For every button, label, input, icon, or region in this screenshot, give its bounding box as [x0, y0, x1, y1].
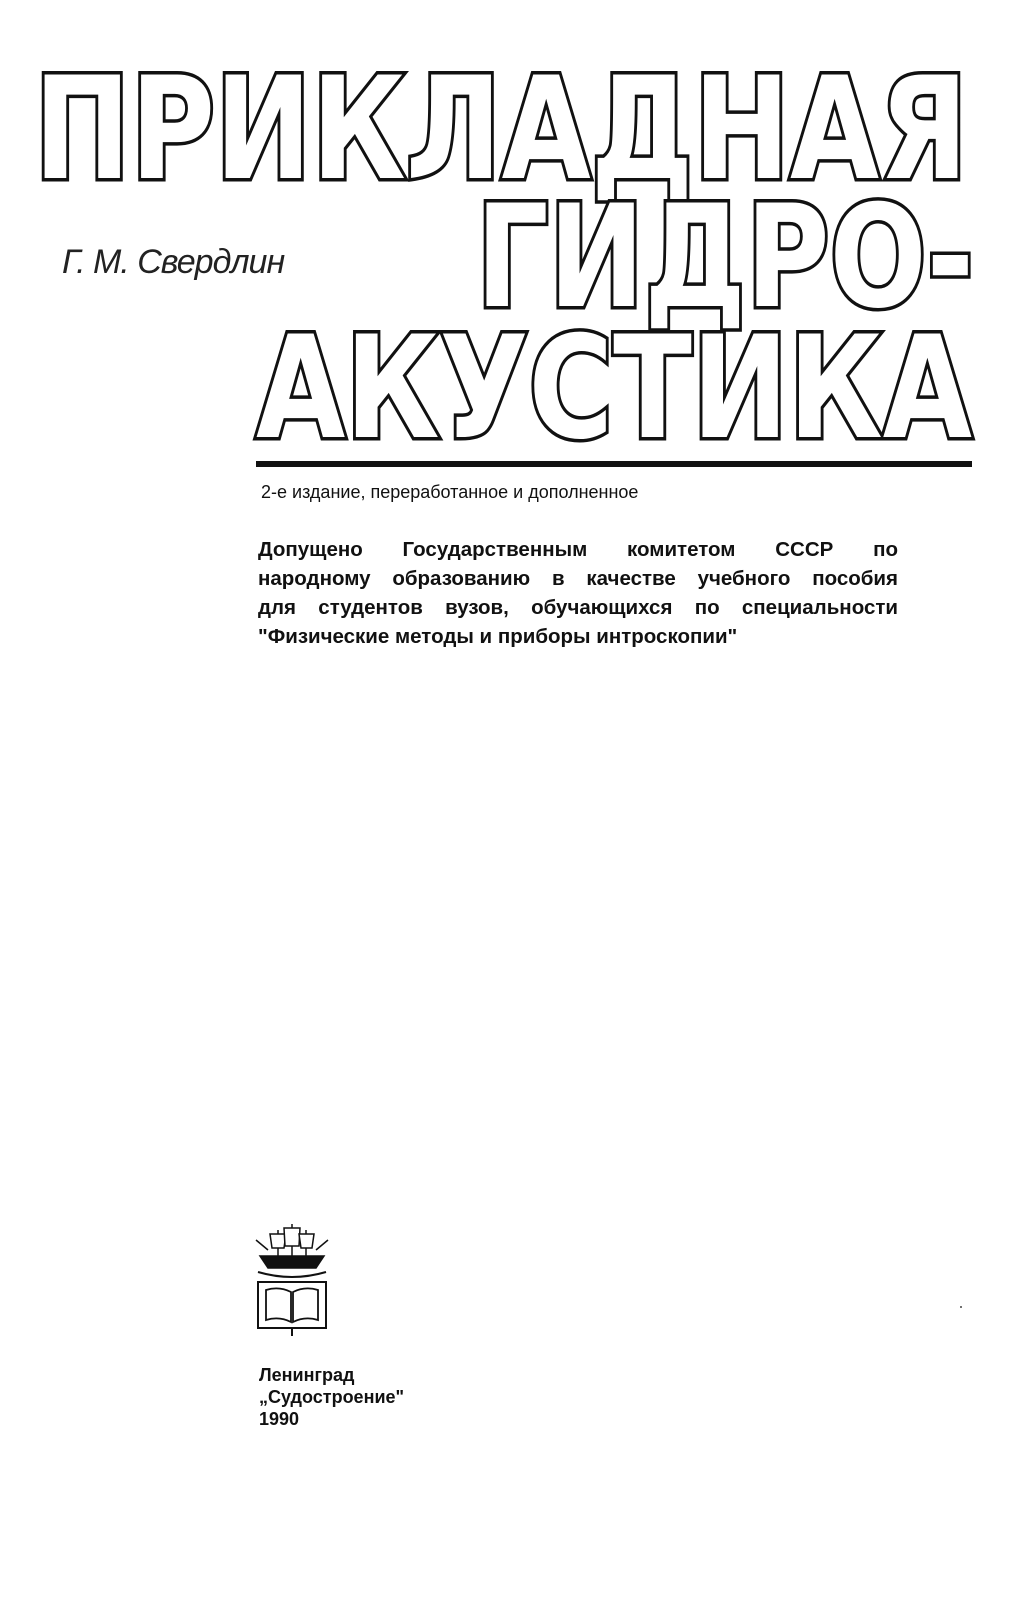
approval-line: Допущено Государственным комитетом СССР по — [258, 538, 898, 561]
approval-line: для студентов вузов, обучающихся по специальности — [258, 596, 898, 619]
approval-statement — [258, 535, 898, 651]
title-rule — [256, 461, 972, 467]
imprint-city: Ленинград — [259, 1365, 355, 1385]
title-line-2: ГИДРО- — [476, 175, 974, 340]
scan-speck — [960, 1306, 962, 1308]
imprint-publisher: „Судостроение" — [259, 1387, 405, 1407]
imprint — [259, 1364, 404, 1430]
approval-line: "Физические методы и приборы интроскопии" — [258, 625, 738, 648]
publisher-logo-icon — [254, 1220, 330, 1338]
imprint-year: 1990 — [259, 1409, 300, 1429]
title-line-3: АКУСТИКА — [256, 306, 973, 460]
book-title — [0, 0, 1034, 460]
title-line-1: ПРИКЛАДНАЯ — [34, 47, 968, 212]
edition-note: 2-е издание, переработанное и дополненное — [261, 482, 639, 502]
approval-line: народному образованию в качестве учебного пособия — [258, 567, 898, 590]
author-name: Г. М. Свердлин — [62, 243, 285, 281]
